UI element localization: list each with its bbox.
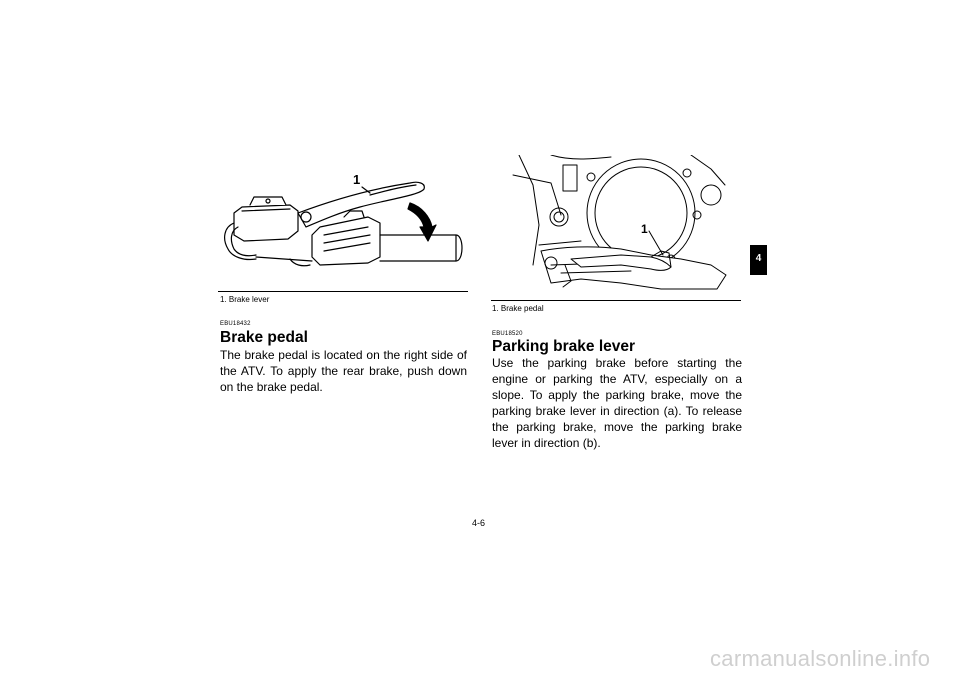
chapter-tab (750, 245, 767, 275)
chapter-number: 4 (755, 253, 762, 264)
brake-lever-illustration (220, 165, 470, 280)
figure-divider (491, 300, 741, 301)
section-title: Parking brake lever (492, 338, 636, 355)
figure-callout-1: 1 (353, 172, 361, 187)
brake-pedal-illustration (511, 155, 728, 300)
figure-caption: 1. Brake lever (220, 295, 270, 304)
section-code: EBU18520 (492, 331, 523, 337)
section-title: Brake pedal (220, 329, 308, 346)
section-body: The brake pedal is located on the right side of the ATV. To apply the rear brake, push down on the brake pedal. (220, 348, 467, 394)
figure-divider (218, 291, 468, 292)
section-code: EBU18432 (220, 321, 251, 327)
page-number: 4-6 (472, 518, 486, 528)
figure-caption: 1. Brake pedal (492, 304, 544, 313)
figure-callout-1: 1 (641, 222, 648, 236)
watermark: carmanualsonline.info (710, 646, 931, 671)
section-body: Use the parking brake before starting the engine or parking the ATV, especially on a slope. To apply the parking brake, move the parking brake lever in direction (a). To release the parking brake, move the parking brake lever in direction (b). (492, 356, 742, 450)
